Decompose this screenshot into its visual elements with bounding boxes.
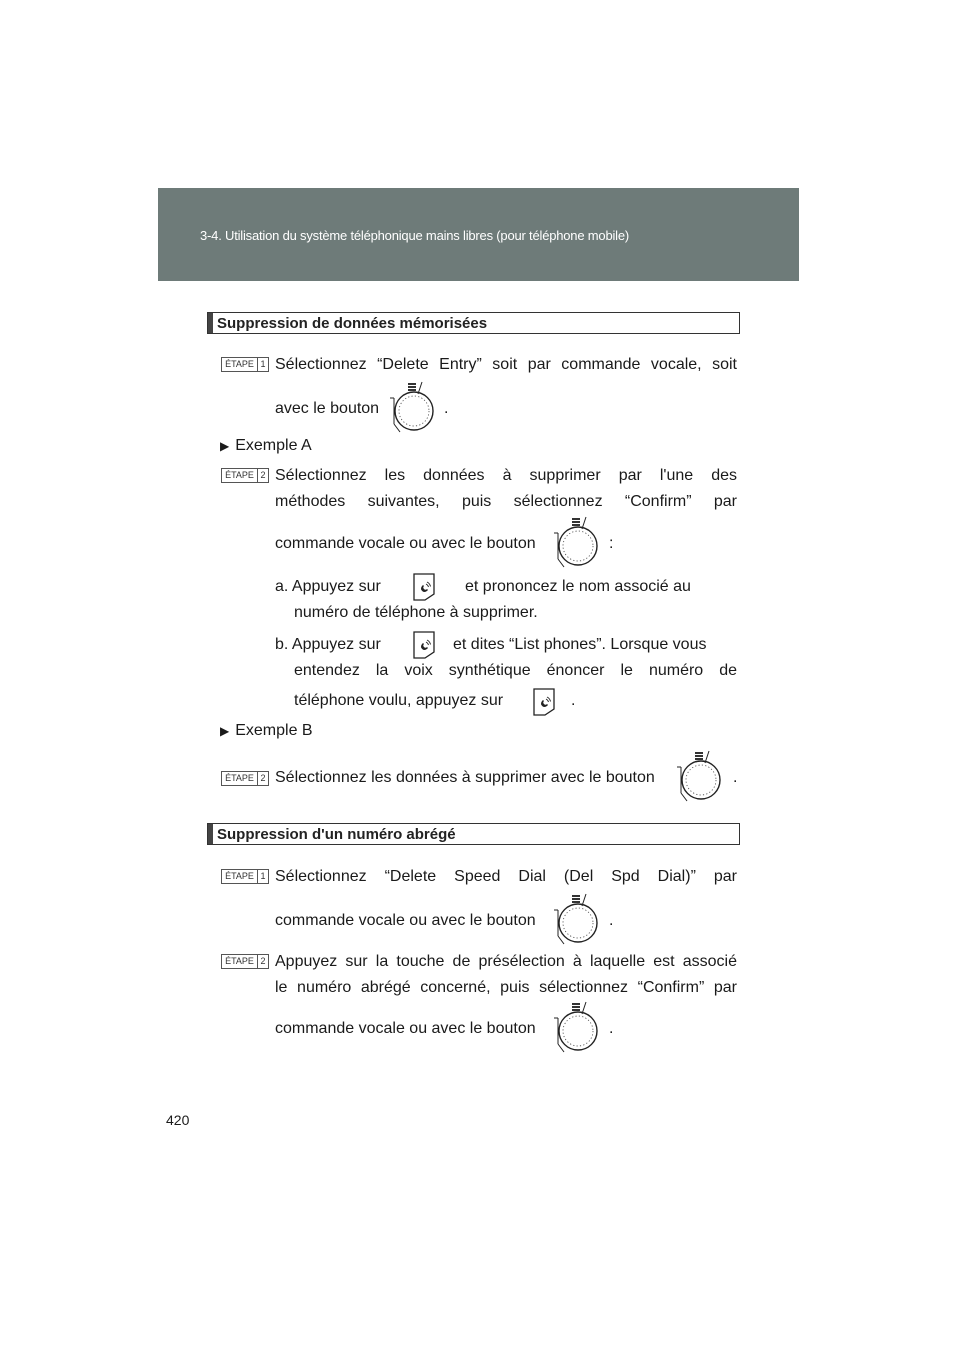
option-a-prefix: a. Appuyez sur bbox=[275, 578, 381, 595]
option-b-end: . bbox=[571, 692, 576, 709]
step-text-end: . bbox=[733, 769, 738, 786]
step-text: Sélectionnez “Delete Speed Dial (Del Spd Dial)” par bbox=[275, 868, 737, 885]
step-badge bbox=[221, 954, 269, 969]
talk-switch-icon bbox=[411, 572, 437, 602]
example-b-text: Exemple B bbox=[235, 722, 313, 739]
step-number: 2 bbox=[260, 956, 266, 966]
tune-knob-icon bbox=[552, 1000, 600, 1056]
triangle-right-icon: ▶ bbox=[220, 724, 230, 738]
section-bar bbox=[208, 824, 213, 844]
header-title: 3-4. Utilisation du système téléphonique mains libres (pour téléphone mobile) bbox=[200, 228, 630, 243]
example-a-text: Exemple A bbox=[235, 437, 312, 454]
step-text: Sélectionnez les données à supprimer par l'une des bbox=[275, 467, 737, 484]
step-text: avec le bouton bbox=[275, 400, 380, 417]
step-text: Sélectionnez “Delete Entry” soit par commande vocale, soit bbox=[275, 356, 737, 373]
tune-knob-icon bbox=[552, 515, 600, 571]
section-title: Suppression de données mémorisées bbox=[217, 315, 488, 332]
step-text: méthodes suivantes, puis sélectionnez “Confirm” par bbox=[275, 493, 737, 510]
page-number: 420 bbox=[166, 1112, 190, 1128]
step-text: Sélectionnez les données à supprimer avec le bouton bbox=[275, 769, 655, 786]
step-word: ÉTAPE bbox=[222, 870, 258, 883]
step-text-end: . bbox=[609, 1020, 614, 1037]
step-word: ÉTAPE bbox=[222, 955, 258, 968]
step-badge bbox=[221, 468, 269, 483]
step-text: Appuyez sur la touche de présélection à laquelle est associé bbox=[275, 953, 737, 970]
tune-knob-icon bbox=[388, 380, 436, 436]
page-header bbox=[158, 188, 799, 281]
step-number: 2 bbox=[260, 773, 266, 783]
example-b-label bbox=[220, 722, 313, 740]
option-b-prefix: b. Appuyez sur bbox=[275, 636, 381, 653]
triangle-right-icon: ▶ bbox=[220, 439, 230, 453]
step-number: 1 bbox=[260, 871, 266, 881]
option-a-line2: numéro de téléphone à supprimer. bbox=[294, 604, 538, 621]
talk-switch-icon bbox=[531, 687, 557, 717]
step-text: commande vocale ou avec le bouton bbox=[275, 535, 536, 552]
step-word: ÉTAPE bbox=[222, 772, 258, 785]
step-badge bbox=[221, 357, 269, 372]
section-title: Suppression d'un numéro abrégé bbox=[217, 826, 456, 843]
option-b-line2: entendez la voix synthétique énoncer le numéro de bbox=[294, 662, 737, 679]
step-badge bbox=[221, 771, 269, 786]
option-b-suffix: et dites “List phones”. Lorsque vous bbox=[453, 636, 707, 653]
option-a-suffix: et prononcez le nom associé au bbox=[465, 578, 691, 595]
example-a-label bbox=[220, 437, 312, 455]
section-header-delete-entry bbox=[207, 312, 740, 334]
section-bar bbox=[208, 313, 213, 333]
option-b-line3: téléphone voulu, appuyez sur bbox=[294, 692, 504, 709]
step-word: ÉTAPE bbox=[222, 358, 258, 371]
talk-switch-icon bbox=[411, 630, 437, 660]
step-text: commande vocale ou avec le bouton bbox=[275, 1020, 536, 1037]
step-text: le numéro abrégé concerné, puis sélectionnez “Confirm” par bbox=[275, 979, 737, 996]
tune-knob-icon bbox=[675, 749, 723, 805]
step-text-end: : bbox=[609, 535, 614, 552]
section-header-delete-speed-dial bbox=[207, 823, 740, 845]
step-word: ÉTAPE bbox=[222, 469, 258, 482]
step-text: commande vocale ou avec le bouton bbox=[275, 912, 536, 929]
step-number: 2 bbox=[260, 470, 266, 480]
step-text-end: . bbox=[444, 400, 449, 417]
step-number: 1 bbox=[260, 359, 266, 369]
step-text-end: . bbox=[609, 912, 614, 929]
step-badge bbox=[221, 869, 269, 884]
tune-knob-icon bbox=[552, 892, 600, 948]
